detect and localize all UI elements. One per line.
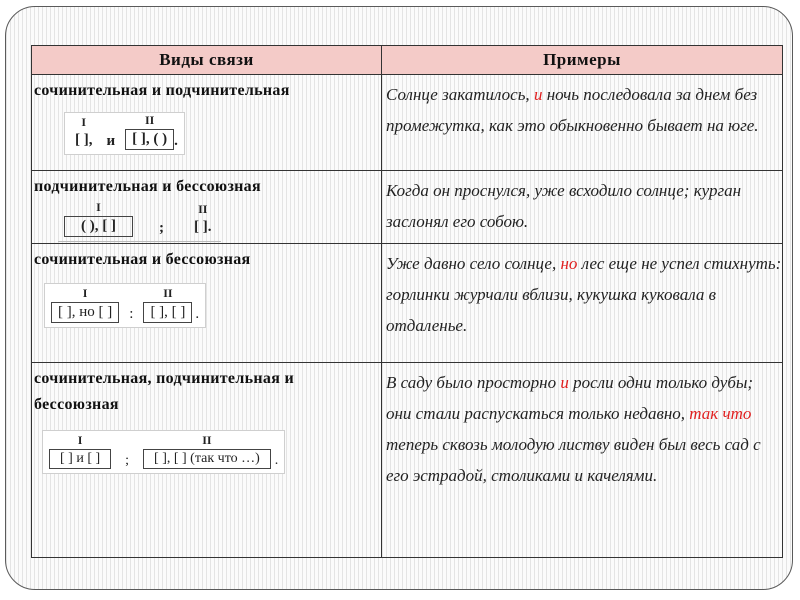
highlight-conjunction: и [533,85,543,104]
type-label: сочинительная, подчинительная и бессоюзная [34,370,294,413]
example-text: Когда он проснулся, уже всходило солнце; курган заслонял его собою. [386,181,742,231]
scheme-part-2: II [ ], ( ) [125,129,174,150]
table-row [32,244,783,363]
scheme-part-2: II [ ], [ ] [143,302,192,323]
example-cell [382,244,783,363]
example-text: Уже давно село солнце, но лес еще не успел стихнуть: горлинки журчали вблизи, кукушка куковала в отдаленье. [386,254,782,335]
scheme-part-1: I ( ), [ ] [64,216,133,237]
type-label: подчинительная и бессоюзная [34,178,261,195]
example-cell [382,171,783,244]
scheme-part-1: I [ ], [71,131,97,150]
scheme-roman-2: II [202,433,212,447]
table-row [32,363,783,558]
example-text: Солнце закатилось, и ночь последовала за днем без промежутка, как это обыкновенно бывает на юге. [386,85,759,135]
scheme-end: . [274,453,279,468]
type-cell [32,363,382,558]
highlight-conjunction: так что [689,404,752,423]
connection-types-table [31,45,783,558]
scheme-part-1: I [ ] и [ ] [49,449,111,469]
highlight-conjunction: и [560,373,569,392]
sentence-scheme [44,283,206,328]
scheme-end: . [174,133,178,149]
header-examples: Примеры [382,46,783,75]
type-cell [32,75,382,171]
example-text: В саду было просторно и росли одни только дубы; они стали распускаться только недавно, так что теперь сквозь молодую листву виден был весь сад с его эстрадой, столиками и качелями. [386,373,761,485]
scheme-roman-1: I [81,115,87,129]
type-label: сочинительная и подчинительная [34,82,290,99]
type-cell [32,244,382,363]
sentence-scheme [58,202,221,242]
scheme-roman-2: II [198,202,208,216]
scheme-roman-1: I [96,200,101,214]
scheme-separator: ; [125,453,130,468]
scheme-part-2: II [ ]. [190,218,216,237]
example-cell [382,363,783,558]
scheme-separator: : [129,306,134,322]
scheme-separator: ; [158,220,164,236]
type-label: сочинительная и бессоюзная [34,251,251,268]
sentence-scheme [64,112,185,155]
scheme-roman-2: II [144,113,155,127]
header-types: Виды связи [32,46,382,75]
table-row [32,171,783,244]
scheme-part-1: I [ ], но [ ] [51,302,119,323]
scheme-part-2: II [ ], [ ] (так что …) [143,449,271,469]
scheme-roman-1: I [82,286,88,300]
highlight-conjunction: но [560,254,578,273]
table-header-row [32,46,783,75]
table-row [32,75,783,171]
sentence-scheme [42,430,285,474]
scheme-roman-2: II [163,286,173,300]
scheme-end: . [195,306,200,322]
type-cell [32,171,382,244]
example-cell [382,75,783,171]
scheme-roman-1: I [77,433,83,447]
scheme-conjunction: и [106,133,116,149]
